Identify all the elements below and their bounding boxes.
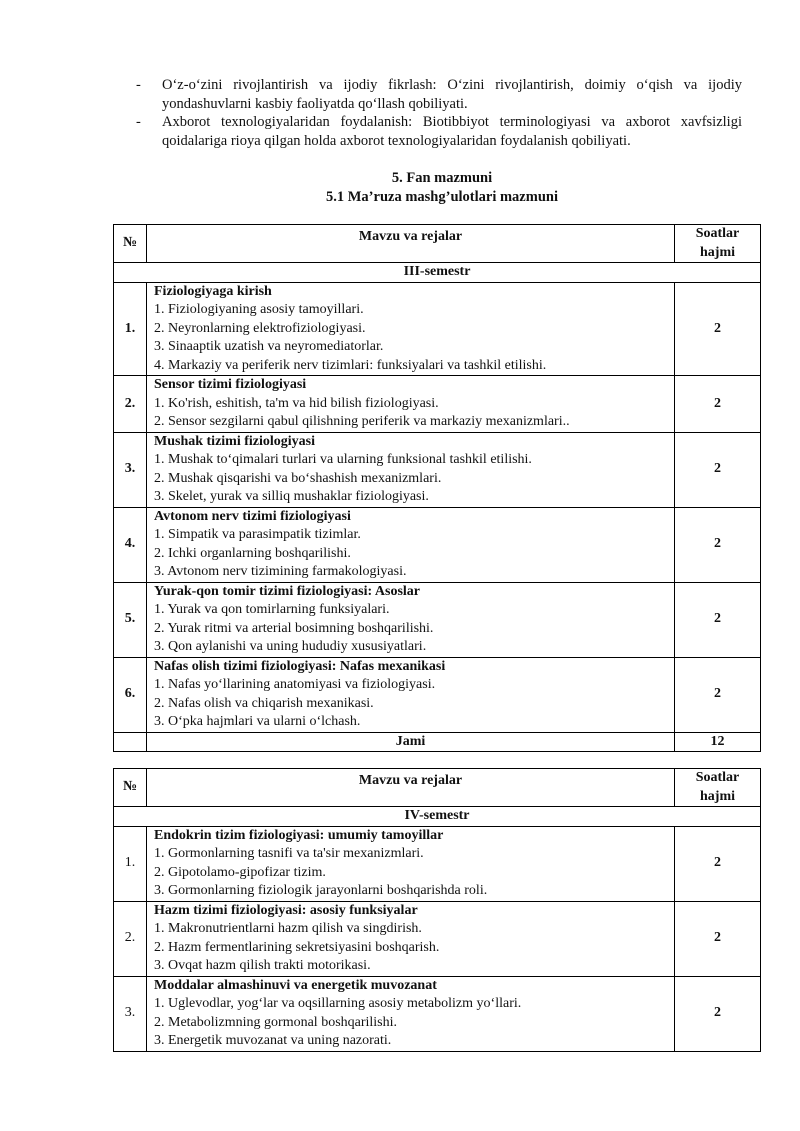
header-hours — [675, 225, 761, 263]
row-number: 1. — [114, 826, 147, 901]
row-hours: 2 — [675, 657, 761, 732]
semester-row — [114, 263, 761, 283]
topic-item: 2. Hazm fermentlarining sekretsiyasini boshqarish. — [154, 939, 440, 955]
topic-item: 3. Skelet, yurak va silliq mushaklar fiziologiyasi. — [154, 489, 429, 504]
total-row — [114, 732, 761, 752]
row-topic — [147, 976, 675, 1051]
topic-item: 1. Gormonlarning tasnifi va ta'sir mexanizmlari. — [154, 846, 424, 861]
topic-item: 2. Sensor sezgilarni qabul qilishning periferik va markaziy mexanizmlari.. — [154, 414, 570, 429]
topic-title: Sensor tizimi fiziologiyasi — [154, 377, 307, 392]
header-hours-line2: hajmi — [700, 244, 735, 260]
topic-item: 2. Mushak qisqarishi va bo‘shashish mexanizmlari. — [154, 470, 442, 486]
row-hours: 2 — [675, 582, 761, 657]
table-row — [114, 826, 761, 901]
topic-item: 2. Gipotolamo-gipofizar tizim. — [154, 864, 326, 880]
topic-item: 3. Ovqat hazm qilish trakti motorikasi. — [154, 958, 371, 973]
total-empty-cell — [114, 732, 147, 752]
topic-item: 1. Makronutrientlarni hazm qilish va singdirish. — [154, 921, 422, 936]
topic-item: 2. Nafas olish va chiqarish mexanikasi. — [154, 695, 374, 711]
table-row — [114, 432, 761, 507]
competency-item — [136, 113, 742, 150]
row-number: 3. — [114, 976, 147, 1051]
topic-item: 3. Sinaaptik uzatish va neyromediatorlar. — [154, 339, 384, 354]
topic-item: 3. Qon aylanishi va uning hududiy xususiyatlari. — [154, 639, 427, 654]
subsection-title: 5.1 Ma’ruza mashg’ulotlari mazmuni — [326, 189, 558, 205]
topic-item: 1. Mushak to‘qimalari turlari va ularning funksional tashkil etilishi. — [154, 452, 532, 467]
row-topic — [147, 432, 675, 507]
topic-title: Avtonom nerv tizimi fiziologiyasi — [154, 508, 351, 524]
row-topic — [147, 376, 675, 433]
topic-item: 3. Gormonlarning fiziologik jarayonlarni boshqarishda roli. — [154, 883, 488, 898]
header-hours — [675, 769, 761, 807]
topic-title: Mushak tizimi fiziologiyasi — [154, 433, 315, 449]
topic-item: 1. Ko'rish, eshitish, ta'm va hid bilish fiziologiyasi. — [154, 395, 439, 411]
topic-item: 1. Nafas yo‘llarining anatomiyasi va fiziologiyasi. — [154, 677, 436, 692]
row-topic — [147, 507, 675, 582]
bullet-dash: - — [136, 77, 141, 93]
header-number: № — [114, 769, 147, 807]
table-header-row — [114, 769, 761, 807]
row-hours: 2 — [675, 976, 761, 1051]
row-hours: 2 — [675, 376, 761, 433]
topic-item: 4. Markaziy va periferik nerv tizimlari: funksiyalari va tashkil etilishi. — [154, 357, 547, 373]
topic-item: 2. Metabolizmning gormonal boshqarilishi. — [154, 1014, 398, 1030]
topic-title: Fiziologiyaga kirish — [154, 283, 272, 299]
row-hours: 2 — [675, 432, 761, 507]
topic-title: Endokrin tizim fiziologiyasi: umumiy tamoyillar — [154, 827, 444, 843]
topic-title: Nafas olish tizimi fiziologiyasi: Nafas mexanikasi — [154, 658, 446, 674]
row-hours: 2 — [675, 901, 761, 976]
row-topic — [147, 826, 675, 901]
section-title: 5. Fan mazmuni — [391, 170, 493, 186]
row-hours: 2 — [675, 826, 761, 901]
topic-title: Hazm tizimi fiziologiyasi: asosiy funksiyalar — [154, 902, 418, 918]
topic-title: Moddalar almashinuvi va energetik muvozanat — [154, 977, 437, 993]
lecture-table-semester-4 — [113, 768, 761, 1052]
table-row — [114, 976, 761, 1051]
header-hours-line1: Soatlar — [695, 770, 740, 785]
topic-item: 2. Ichki organlarning boshqarilishi. — [154, 545, 351, 561]
topic-item: 3. Energetik muvozanat va uning nazorati. — [154, 1033, 392, 1048]
header-topic: Mavzu va rejalar — [147, 225, 675, 263]
topic-item: 2. Neyronlarning elektrofiziologiyasi. — [154, 320, 366, 336]
competency-text: O‘z-o‘zini rivojlantirish va ijodiy fikrlash: O‘zini rivojlantirish, doimiy o‘qish va ijodiy yondashuvlarni kasbiy faoliyatda qo‘llash qobiliyati. — [162, 77, 742, 112]
row-number: 1. — [114, 282, 147, 376]
topic-item: 1. Fiziologiyaning asosiy tamoyillari. — [154, 302, 364, 317]
competency-list — [136, 76, 742, 150]
header-number: № — [114, 225, 147, 263]
header-topic: Mavzu va rejalar — [147, 769, 675, 807]
topic-title: Yurak-qon tomir tizimi fiziologiyasi: Asoslar — [154, 583, 420, 599]
table-row — [114, 582, 761, 657]
total-label: Jami — [147, 732, 675, 752]
table-header-row — [114, 225, 761, 263]
table-row — [114, 901, 761, 976]
header-hours-line1: Soatlar — [695, 226, 740, 241]
topic-item: 1. Uglevodlar, yog‘lar va oqsillarning asosiy metabolizm yo‘llari. — [154, 996, 522, 1011]
competency-text: Axborot texnologiyalaridan foydalanish: Biotibbiyot terminologiyasi va axborot xavfsizligi qoidalariga rioya qilgan holda axborot texnologiyalaridan foydalanish qobiliyati. — [162, 114, 742, 149]
topic-item: 3. Avtonom nerv tizimining farmakologiyasi. — [154, 564, 407, 579]
table-row — [114, 507, 761, 582]
table-row — [114, 376, 761, 433]
row-number: 3. — [114, 432, 147, 507]
topic-item: 1. Yurak va qon tomirlarning funksiyalari. — [154, 602, 390, 617]
row-topic — [147, 657, 675, 732]
row-topic — [147, 901, 675, 976]
lecture-table-semester-3 — [113, 224, 761, 752]
row-topic — [147, 582, 675, 657]
row-hours: 2 — [675, 282, 761, 376]
table-row — [114, 282, 761, 376]
table-row — [114, 657, 761, 732]
total-hours: 12 — [675, 732, 761, 752]
topic-item: 3. O‘pka hajmlari va ularni o‘lchash. — [154, 714, 361, 729]
semester-row — [114, 807, 761, 827]
competency-item — [136, 76, 742, 113]
row-number: 2. — [114, 376, 147, 433]
row-hours: 2 — [675, 507, 761, 582]
semester-label: IV-semestr — [114, 807, 761, 827]
row-number: 2. — [114, 901, 147, 976]
row-number: 5. — [114, 582, 147, 657]
bullet-dash: - — [136, 114, 141, 130]
header-hours-line2: hajmi — [700, 788, 735, 804]
row-number: 6. — [114, 657, 147, 732]
row-number: 4. — [114, 507, 147, 582]
topic-item: 1. Simpatik va parasimpatik tizimlar. — [154, 527, 361, 542]
topic-item: 2. Yurak ritmi va arterial bosimning boshqarilishi. — [154, 620, 434, 636]
row-topic — [147, 282, 675, 376]
semester-label: III-semestr — [114, 263, 761, 283]
